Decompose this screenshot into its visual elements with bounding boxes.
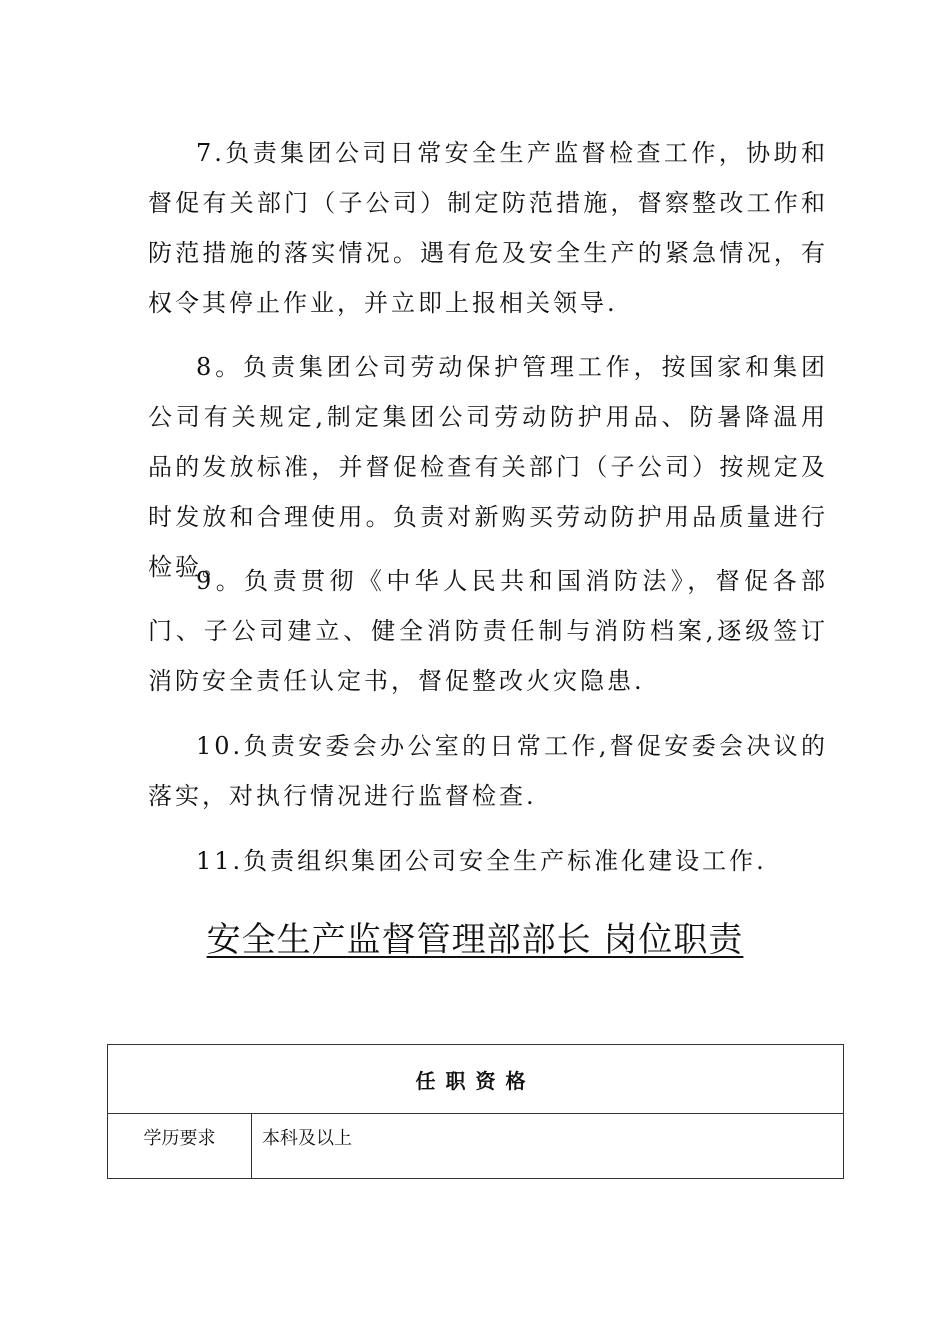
table-header: 任职资格 [108, 1045, 844, 1114]
section-title: 安全生产监督管理部部长 岗位职责 [206, 920, 744, 960]
duty-paragraph-10: 10.负责安委会办公室的日常工作,督促安委会决议的落实，对执行情况进行监督检查. [148, 732, 828, 810]
table-row [108, 1114, 844, 1179]
table-row-label: 学历要求 [108, 1114, 252, 1179]
duty-paragraph-11: 11.负责组织集团公司安全生产标准化建设工作. [196, 847, 767, 875]
table-row-value: 本科及以上 [252, 1114, 844, 1179]
duty-paragraph-7: 7.负责集团公司日常安全生产监督检查工作，协助和督促有关部门（子公司）制定防范措施，督察整改工作和防范措施的落实情况。遇有危及安全生产的紧急情况，有权令其停止作业，并立即上报相关领导. [148, 139, 828, 317]
duty-paragraph-8: 8。负责集团公司劳动保护管理工作，按国家和集团公司有关规定,制定集团公司劳动防护用品、防暑降温用品的发放标准，并督促检查有关部门（子公司）按规定及时发放和合理使用。负责对新购买劳动防护用品质量进行检验。 [148, 353, 828, 581]
qualification-table [107, 1044, 844, 1179]
table-header-row [108, 1045, 844, 1114]
duty-paragraph-9: 9。负责贯彻《中华人民共和国消防法》，督促各部门、子公司建立、健全消防责任制与消防档案,逐级签订消防安全责任认定书，督促整改火灾隐患. [148, 567, 828, 695]
